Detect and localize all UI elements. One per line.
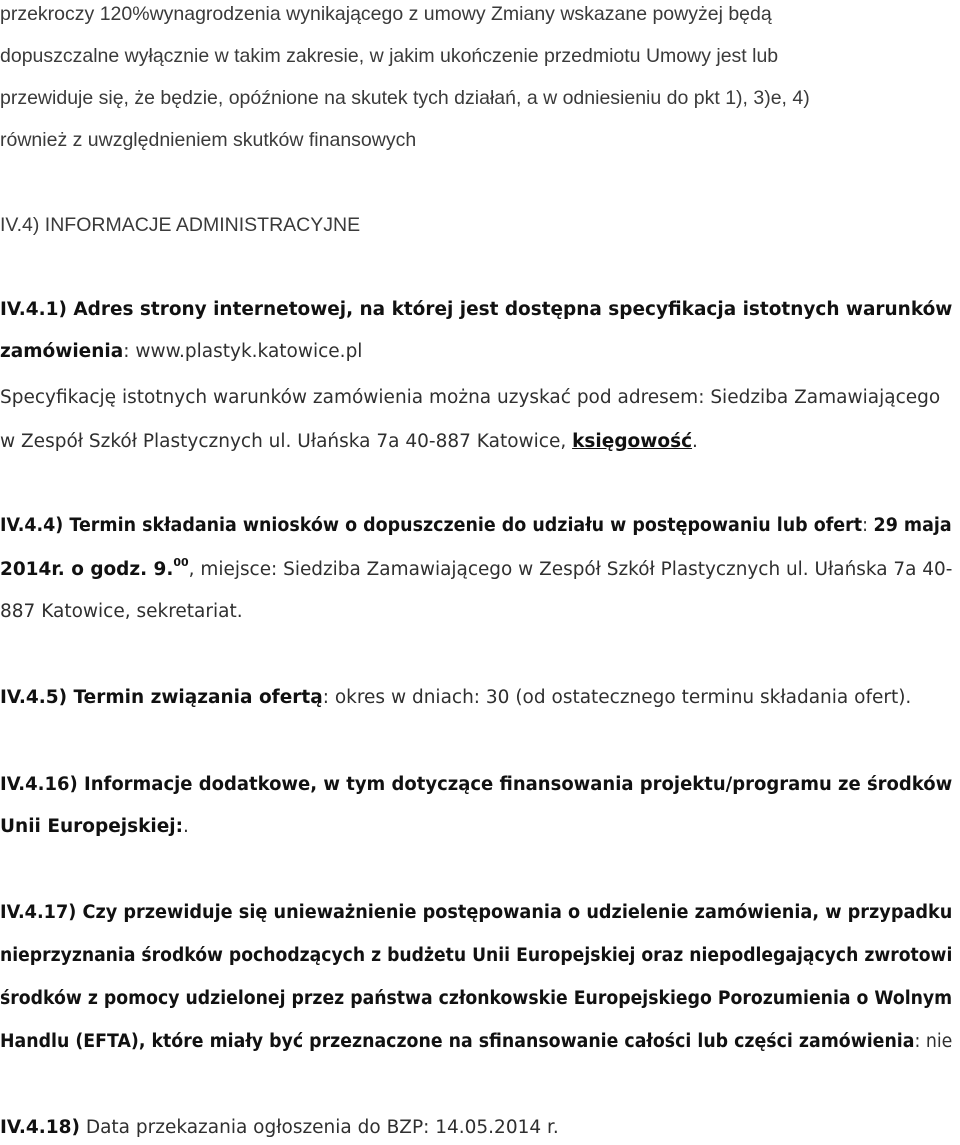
iv416-line-2 xyxy=(0,818,189,837)
iv41-line-2 xyxy=(0,343,362,362)
iv41-spec-address: w Zespół Szkół Plastycznych ul. Ułańska 7a 40-887 Katowice, xyxy=(0,431,573,452)
iv45-line xyxy=(0,689,911,708)
iv44-label: IV.4.4) Termin składania wniosków o dopuszczenie do udziału w postępowaniu lub ofert xyxy=(0,515,863,536)
iv44-time-minutes: 00 xyxy=(173,556,189,569)
iv417-line-4 xyxy=(0,1033,952,1052)
iv417-value: : nie xyxy=(914,1031,953,1052)
iv417-line-3: środków z pomocy udzielonej przez państwa członkowskie Europejskiego Porozumienia o Wolnym xyxy=(0,988,953,1009)
iv41-colon: : xyxy=(123,341,130,362)
iv418-label: IV.4.18) xyxy=(0,1117,80,1138)
iv417-line-1: IV.4.17) Czy przewiduje się unieważnienie postępowania o udzielenie zamówienia, w przypadku xyxy=(0,902,953,923)
iv44-line-1 xyxy=(0,517,952,536)
iv41-spec-end: . xyxy=(692,431,698,452)
intro-line-3: przewiduje się, że będzie, opóźnione na skutek tych działań, a w odniesieniu do pkt 1), 3)e, 4) xyxy=(0,87,810,109)
iv45-value: : okres w dniach: 30 (od ostatecznego terminu składania ofert). xyxy=(322,687,912,708)
section-heading-iv4: IV.4) INFORMACJE ADMINISTRACYJNE xyxy=(0,214,361,236)
intro-line-4: również z uwzględnieniem skutków finansowych xyxy=(0,129,417,151)
iv44-date: 29 maja xyxy=(873,515,952,536)
iv417-label-line-4: Handlu (EFTA), które miały być przeznaczone na sfinansowanie całości lub części zamówienia xyxy=(0,1031,915,1052)
iv41-spec-line-1: Specyfikację istotnych warunków zamówienia można uzyskać pod adresem: Siedziba Zamawiającego xyxy=(0,387,941,408)
iv416-value: . xyxy=(183,816,189,837)
iv416-label-line-1: IV.4.16) Informacje dodatkowe, w tym dotyczące finansowania projektu/programu ze środków xyxy=(0,774,953,795)
iv41-label-line-1: IV.4.1) Adres strony internetowej, na której jest dostępna specyfikacja istotnych warunków xyxy=(0,299,953,320)
iv41-spec-line-2 xyxy=(0,433,698,452)
iv44-colon: : xyxy=(862,515,874,536)
iv418-line xyxy=(0,1119,559,1138)
intro-line-1: przekroczy 120%wynagrodzenia wynikającego z umowy Zmiany wskazane powyżej będą xyxy=(0,3,772,25)
iv41-spec-link: księgowość xyxy=(572,431,693,452)
iv417-line-2: nieprzyznania środków pochodzących z budżetu Unii Europejskiej oraz niepodlegających zwrotowi xyxy=(0,945,953,966)
iv44-place: , miejsce: Siedziba Zamawiającego w Zespół Szkół Plastycznych ul. Ułańska 7a 40- xyxy=(188,559,953,580)
iv44-line-2 xyxy=(0,556,953,580)
iv41-url-value: www.plastyk.katowice.pl xyxy=(129,341,363,362)
iv41-label-line-2: zamówienia xyxy=(0,341,124,362)
iv418-value: Data przekazania ogłoszenia do BZP: 14.05.2014 r. xyxy=(79,1117,559,1138)
iv44-time: 2014r. o godz. 9. xyxy=(0,559,174,580)
iv416-label-line-2: Unii Europejskiej: xyxy=(0,816,184,837)
intro-line-2: dopuszczalne wyłącznie w takim zakresie, w jakim ukończenie przedmiotu Umowy jest lub xyxy=(0,45,779,67)
iv45-label: IV.4.5) Termin związania ofertą xyxy=(0,687,323,708)
iv44-line-3: 887 Katowice, sekretariat. xyxy=(0,601,243,622)
